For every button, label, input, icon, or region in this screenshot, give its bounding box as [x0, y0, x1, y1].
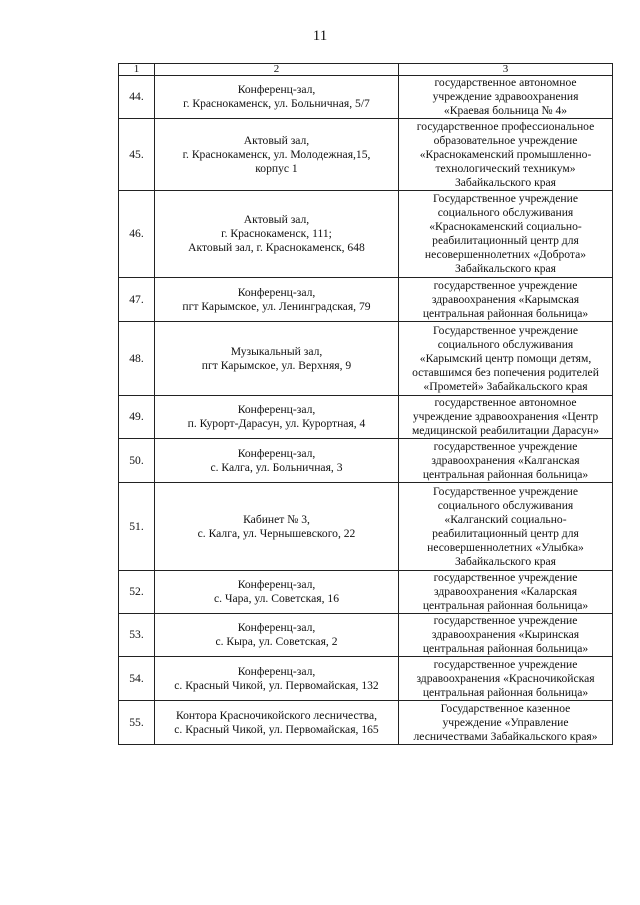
organization-line: Забайкальского края [454, 262, 557, 275]
row-number: 44. [119, 76, 155, 119]
organization-line: государственное автономное [434, 396, 577, 409]
venue-address-line: Кабинет № 3, [243, 512, 310, 526]
organization-line: государственное профессиональное [416, 119, 595, 133]
row-number: 53. [119, 614, 155, 657]
row-number: 48. [119, 322, 155, 396]
venue-address-line: Актовый зал, [243, 133, 310, 147]
organization-line: несовершеннолетних «Улыбка» [427, 540, 584, 554]
organization-line: несовершеннолетних «Доброта» [424, 248, 587, 261]
venue-address-cell [155, 396, 399, 439]
facilities-table [118, 63, 613, 745]
organization-line: «Краснокаменский социально- [429, 220, 582, 233]
venue-address-line: с. Красный Чикой, ул. Первомайская, 165 [174, 722, 379, 736]
organization-cell [399, 119, 613, 191]
venue-address-line: Контора Красночикойского лесничества, [175, 708, 378, 722]
organization-line: здравоохранения «Красночикойская [416, 671, 595, 685]
venue-address-line: Актовый зал, [243, 213, 310, 226]
organization-line: реабилитационный центр для [432, 234, 579, 247]
table-row [119, 76, 613, 119]
table-row [119, 322, 613, 396]
organization-cell [399, 396, 613, 439]
organization-line: социального обслуживания [437, 206, 574, 219]
organization-line: центральная районная больница» [422, 599, 589, 612]
organization-line: Забайкальского края [454, 175, 557, 189]
organization-line: Государственное учреждение [432, 323, 578, 337]
row-number: 54. [119, 657, 155, 701]
organization-line: здравоохранения «Кыринская [431, 628, 580, 641]
venue-address-line: с. Чара, ул. Советская, 16 [214, 592, 339, 605]
venue-address-line: Музыкальный зал, [230, 344, 323, 358]
table-row [119, 483, 613, 571]
organization-line: центральная районная больница» [422, 467, 589, 481]
venue-address-line: Конференц-зал, [237, 664, 316, 678]
organization-cell [399, 322, 613, 396]
table-row [119, 278, 613, 322]
organization-line: медицинской реабилитации Дарасун» [411, 424, 600, 437]
table-row [119, 657, 613, 701]
venue-address-line: Конференц-зал, [237, 83, 316, 96]
venue-address-line: г. Краснокаменск, ул. Молодежная,15, [182, 147, 371, 161]
table-row [119, 439, 613, 483]
venue-address-cell [155, 701, 399, 745]
venue-address-line: Конференц-зал, [237, 578, 316, 591]
organization-line: «Калганский социально- [444, 512, 567, 526]
organization-line: центральная районная больница» [422, 306, 589, 320]
table-row [119, 119, 613, 191]
venue-address-line: Конференц-зал, [237, 621, 316, 634]
table-row [119, 396, 613, 439]
organization-line: учреждение здравоохранения «Центр [412, 410, 599, 423]
organization-line: лесничествами Забайкальского края» [413, 729, 598, 743]
organization-line: Государственное казенное [440, 701, 571, 715]
venue-address-line: пгт Карымское, ул. Ленинградская, 79 [182, 299, 371, 313]
venue-address-cell [155, 191, 399, 278]
organization-line: социального обслуживания [437, 498, 574, 512]
table-row [119, 191, 613, 278]
organization-line: Государственное учреждение [432, 192, 578, 205]
venue-address-cell [155, 76, 399, 119]
organization-line: учреждение здравоохранения [432, 90, 579, 103]
organization-line: государственное автономное [434, 76, 577, 89]
table-row [119, 614, 613, 657]
organization-cell [399, 439, 613, 483]
organization-line: технологический техникум» [435, 161, 576, 175]
venue-address-line: Актовый зал, г. Краснокаменск, 648 [188, 241, 365, 254]
organization-line: здравоохранения «Калганская [431, 453, 580, 467]
organization-line: государственное учреждение [433, 657, 578, 671]
venue-address-cell [155, 483, 399, 571]
venue-address-line: с. Калга, ул. Чернышевского, 22 [197, 526, 356, 540]
row-number: 49. [119, 396, 155, 439]
venue-address-line: Конференц-зал, [237, 403, 316, 416]
organization-line: центральная районная больница» [422, 642, 589, 655]
organization-line: образовательное учреждение [433, 133, 578, 147]
organization-cell [399, 701, 613, 745]
table-row [119, 701, 613, 745]
organization-line: Забайкальского края [454, 554, 557, 568]
organization-cell [399, 657, 613, 701]
venue-address-line: п. Курорт-Дарасун, ул. Курортная, 4 [187, 417, 366, 430]
venue-address-line: с. Кыра, ул. Советская, 2 [215, 635, 338, 648]
row-number: 50. [119, 439, 155, 483]
organization-cell [399, 76, 613, 119]
organization-line: государственное учреждение [433, 614, 578, 627]
venue-address-cell [155, 657, 399, 701]
organization-cell [399, 571, 613, 614]
organization-cell [399, 614, 613, 657]
row-number: 51. [119, 483, 155, 571]
venue-address-cell [155, 571, 399, 614]
organization-line: «Карымский центр помощи детям, [419, 351, 592, 365]
organization-line: оставшимся без попечения родителей [412, 365, 599, 379]
venue-address-line: г. Краснокаменск, ул. Больничная, 5/7 [183, 97, 370, 110]
table-header-row [119, 64, 613, 76]
row-number: 45. [119, 119, 155, 191]
organization-line: здравоохранения «Каларская [433, 585, 578, 598]
page-number: 11 [312, 28, 328, 44]
row-number: 52. [119, 571, 155, 614]
venue-address-line: с. Калга, ул. Больничная, 3 [210, 460, 343, 474]
header-col-2: 2 [155, 64, 399, 76]
venue-address-line: Конференц-зал, [237, 285, 316, 299]
organization-line: «Краевая больница № 4» [443, 104, 568, 117]
organization-line: государственное учреждение [433, 439, 578, 453]
organization-line: «Краснокаменский промышленно- [419, 147, 592, 161]
organization-line: государственное учреждение [433, 278, 578, 292]
organization-cell [399, 278, 613, 322]
organization-line: «Прометей» Забайкальского края [423, 379, 588, 393]
venue-address-line: Конференц-зал, [237, 446, 316, 460]
organization-line: государственное учреждение [433, 571, 578, 584]
organization-cell [399, 191, 613, 278]
venue-address-cell [155, 439, 399, 483]
organization-line: социального обслуживания [437, 337, 574, 351]
organization-line: учреждение «Управление [442, 715, 569, 729]
header-col-1: 1 [119, 64, 155, 76]
organization-line: Государственное учреждение [432, 484, 578, 498]
organization-cell [399, 483, 613, 571]
venue-address-cell [155, 278, 399, 322]
organization-line: здравоохранения «Карымская [431, 292, 580, 306]
header-col-3: 3 [399, 64, 613, 76]
venue-address-line: с. Красный Чикой, ул. Первомайская, 132 [174, 678, 379, 692]
venue-address-cell [155, 119, 399, 191]
venue-address-cell [155, 322, 399, 396]
organization-line: реабилитационный центр для [432, 526, 579, 540]
venue-address-line: корпус 1 [255, 161, 298, 175]
table-row [119, 571, 613, 614]
venue-address-line: г. Краснокаменск, 111; [221, 227, 332, 240]
row-number: 46. [119, 191, 155, 278]
row-number: 47. [119, 278, 155, 322]
row-number: 55. [119, 701, 155, 745]
organization-line: центральная районная больница» [422, 685, 589, 699]
venue-address-cell [155, 614, 399, 657]
venue-address-line: пгт Карымское, ул. Верхняя, 9 [201, 358, 352, 372]
